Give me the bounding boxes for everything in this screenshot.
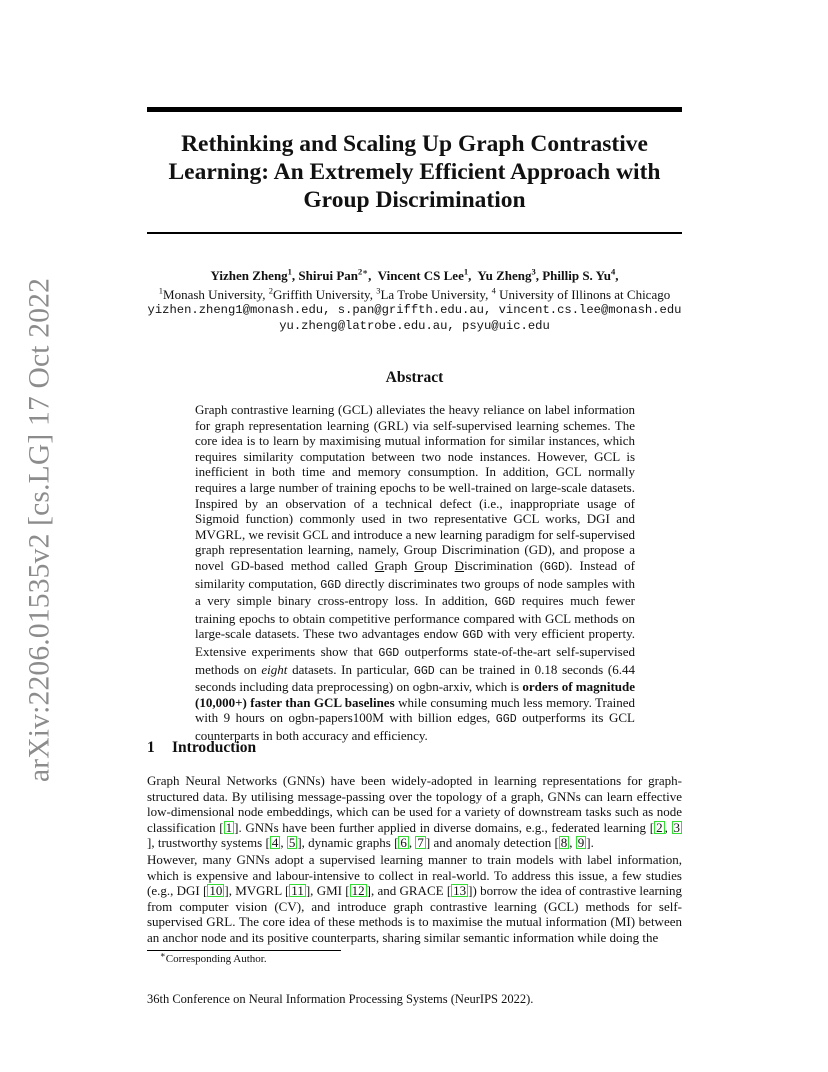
author-name: Yu Zheng [477,268,532,283]
ggd-code: GGD [494,596,516,610]
title-bottom-rule [147,232,682,234]
title-line-2: Learning: An Extremely Efficient Approach with [168,159,661,185]
section-title: Introduction [172,739,257,756]
para-text: , dynamic graphs [301,835,395,851]
intro-paragraph-2: However, many GNNs adopt a supervised learning manner to train models with label information, which is expensive and labour-intensive to collect in real-world. To address this issue, a few studies (e.g., DGI [ 10 ], MVGRL [ 11 ], GMI [ 12 ], and GRACE [ 13 ]) borrow the idea of contrastive learning from computer vision (CV), and introduce graph contrastive learning (GCL) methods for self-supervised GRL. The core idea of these methods is to maximise the mutual information (MI) between an anchor node and its positive counterparts, sharing similar semantic information while doing the [147,852,682,945]
para-text: and anomaly detection [430,835,555,851]
footnote-rule [147,950,341,951]
para-text: ) borrow the idea of contrastive learning from computer vision (CV), and introduce graph contrastive learning (GCL) methods for self-supervised GRL. The core idea of these methods is to maximise the mutual information (MI) between an anchor node and its positive counterparts, sharing similar semantic information while doing the [147,883,682,945]
email-line-1: yizhen.zheng1@monash.edu, s.pan@griffth.edu.au, vincent.cs.lee@monash.edu [147,303,682,317]
author-sup: 2∗ [358,266,369,277]
para-text: , GMI [310,883,346,899]
para-text: However, many GNNs adopt a supervised learning manner to train models with label information, which is expensive and labour-intensive to collect in real-world. To address this issue, a few studies (e.g., DGI [147,852,682,899]
affiliation-name: La Trobe University, [380,287,492,302]
citation-link[interactable]: 1 [225,819,233,835]
intro-paragraph-1: Graph Neural Networks (GNNs) have been widely-adopted in learning representations for graph-structured data. By utilising message-passing over the topology of a graph, GNNs can learn effective low-dimensional node embeddings, which can be used for a variety of downstream tasks such as node classification [ 1 ]. GNNs have been further applied in diverse domains, e.g., federated learning [ 2 , 3], trustworthy systems [ 4 , 5 ], dynamic graphs [ 6 , 7 ] and anomaly detection [ 8 , 9 ]. [147,773,682,851]
email-line-2: yu.zheng@latrobe.edu.au, psyu@uic.edu [279,319,550,333]
author-sup: 1 [287,266,292,277]
affiliation-sup: 2 [268,285,273,296]
abstract-text: raph [384,557,415,573]
section-number: 1 [147,739,155,756]
affiliation-name: Griffith University, [272,287,377,302]
abstract-text: D [454,557,465,573]
author-name: Yizhen Zheng [210,268,288,283]
author-name: Vincent CS Lee [377,268,464,283]
arxiv-watermark: arXiv:2206.01535v2 [cs.LG] 17 Oct 2022 [23,277,56,783]
affiliation-sup: 1 [158,285,164,296]
footnote [160,949,267,965]
citation-link[interactable]: 3 [673,819,681,835]
citation-link[interactable]: 9 [577,835,585,851]
ggd-code: GGD [378,646,400,660]
ggd-code: GGD [544,560,565,574]
footnote-text: Corresponding Author. [165,953,267,965]
author-sup: 1 [463,266,469,277]
author-sup: 3 [531,266,536,277]
citation-link[interactable]: 4 [271,835,279,851]
abstract-text: roup [423,557,455,573]
para-text: , trustworthy systems [151,835,266,851]
para-text: Graph Neural Networks (GNNs) have been widely-adopted in learning representations for graph-structured data. By utilising message-passing over the topology of a graph, GNNs can learn effective low-dimensional node embeddings, which can be used for a variety of downstream tasks such as node classification [147,773,682,835]
para-text: , MVGRL [228,883,285,899]
citation-link[interactable]: 12 [351,883,365,899]
affiliations [110,287,719,303]
affiliation-name: Monash University, [163,287,269,302]
abstract-text: datasets. In particular, [287,661,414,677]
citation-link[interactable]: 7 [417,835,424,851]
citation-link[interactable]: 2 [656,819,663,835]
citation-link[interactable]: 10 [209,883,223,899]
affiliation-sup: 4 [491,285,496,296]
section-heading [147,739,256,757]
abstract-text: requires much fewer training epochs to obtain competitive performance compared with GCL methods on large-scale datasets. These two advantages endow [195,593,635,642]
abstract-emphasis: eight [261,661,288,677]
title-top-rule [147,107,682,112]
abstract-bold: orders of magnitude (10,000+) faster than GCL baselines [195,679,636,710]
paper-title [147,130,682,214]
venue-footer: 36th Conference on Neural Information Processing Systems (NeurIPS 2022). [147,992,534,1006]
citation-link[interactable]: 8 [560,835,568,851]
abstract-text: can be trained in 0.18 seconds (6.44 seconds including data preprocessing) on ogbn-arxiv, which is [195,661,635,695]
abstract-text: outperforms state-of-the-art self-supervised methods on [195,643,635,677]
ggd-code: GGD [495,713,517,727]
abstract-text: ). Instead of similarity computation, [195,557,635,591]
author-name: Phillip S. Yu [542,268,611,283]
title-line-3: Group Discrimination [303,187,526,213]
para-text: , and GRACE [370,883,447,899]
abstract-text: directly discriminates two groups of node samples with a very simple binary cross-entropy loss. In addition, [195,575,635,609]
abstract-text: iscrimination ( [464,557,545,573]
title-line-1: Rethinking and Scaling Up Graph Contrastive [181,131,648,157]
abstract-text: outperforms its GCL counterparts in both accuracy and efficiency. [195,710,635,743]
author-name: Shirui Pan [298,268,359,283]
abstract-heading: Abstract [385,369,444,386]
ggd-code: GGD [413,664,435,678]
citation-link[interactable]: 11 [291,883,304,899]
abstract-text: while consuming much less memory. Trained with 9 hours on ogbn-papers100M with billion edges, [195,694,635,726]
citation-link[interactable]: 13 [453,883,467,899]
citation-link[interactable]: 6 [400,835,407,851]
abstract-text: G [414,557,424,573]
abstract-text: with very efficient property. Extensive experiments show that [195,626,635,659]
para-text: . GNNs have been further applied in diverse domains, e.g., federated learning [238,819,650,835]
abstract-text: Graph contrastive learning (GCL) alleviates the heavy reliance on label information for graph representation learning (GRL) via self-supervised learning schemes. The core idea is to learn by maximising mutual information for similar instances, which requires similarity computation between two node instances. However, GCL is inefficient in both time and memory consumption. In addition, GCL normally requires a large number of training epochs to be well-trained on large-scale datasets. Inspired by an observation of a technical defect (i.e., inappropriate usage of Sigmoid function) commonly used in two representative GCL works, DGI and MVGRL, we revisit GCL and introduce a new learning paradigm for self-supervised graph representation learning, namely, Group Discrimination (GD), and propose a novel GD-based method called [195,402,635,573]
abstract-body [195,402,635,743]
affiliation-name: University of Illinons at Chicago [495,287,671,302]
ggd-code: GGD [320,578,342,592]
para-text: . [590,835,594,851]
footnote-mark: ∗ [160,949,166,960]
author-sup: 4 [611,266,616,277]
affiliation-sup: 3 [376,285,381,296]
citation-link[interactable]: 5 [288,835,296,851]
author-list: Yizhen Zheng$^1$, Shirui Pan$^{2∗}$, Vincent CS Lee$^1$, Yu Zheng$^3$, Phillip S. Yu$^4$, [210,266,619,283]
abstract-text: G [374,557,385,573]
ggd-code: GGD [462,629,484,643]
